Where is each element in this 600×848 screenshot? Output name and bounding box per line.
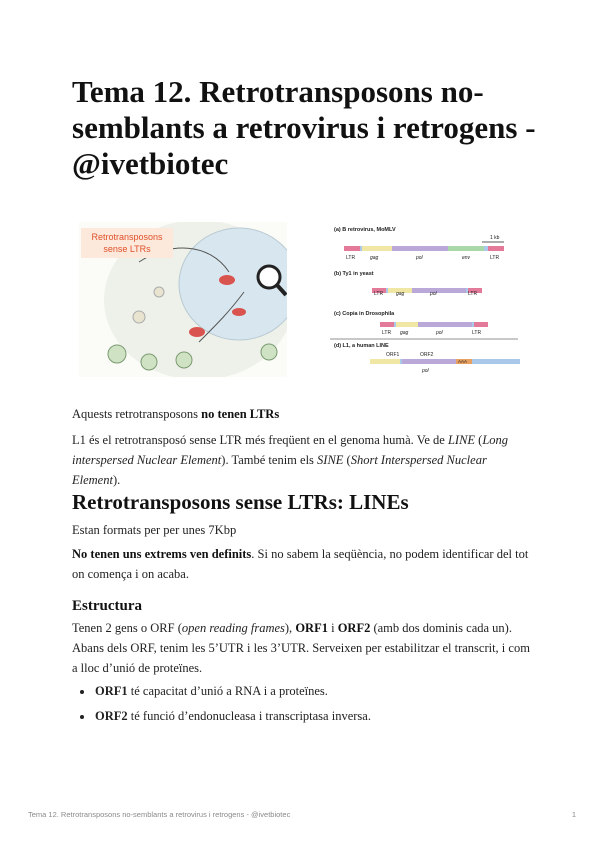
p2-line: LINE xyxy=(447,433,476,447)
intro-bold: no tenen LTRs xyxy=(201,407,280,421)
d-aaa-label: AAA xyxy=(458,359,468,364)
bullet-icon xyxy=(80,690,84,694)
panel-a-title: (a) B retrovirus, MoMLV xyxy=(334,227,396,233)
d-orf2-label: ORF2 xyxy=(420,352,434,358)
p2-text-a: L1 és el retrotransposó sense LTR més freqüent en el genoma humà. Ve de xyxy=(72,433,448,447)
subheading-estructura: Estructura xyxy=(72,598,142,614)
est-orf1: ORF1 xyxy=(295,621,328,635)
footer-text: Tema 12. Retrotransposons no-semblants a retrovirus i retrogens - @ivetbiotec xyxy=(28,810,291,819)
figure-box-label-2: sense LTRs xyxy=(103,244,151,254)
est-d: (amb dos dominis cada un). Abans dels ORF, tenim les 5’UTR i les 3’UTR. Serveixen per estabilitzar el transcrit, i com a lloc d’unió de proteïnes. xyxy=(72,621,530,675)
bullet-1-text: té capacitat d’unió a RNA i a proteïnes. xyxy=(127,684,328,698)
panel-c-title: (c) Copia in Drosophila xyxy=(334,311,395,317)
b-label-3: pol xyxy=(430,291,437,297)
section-paragraph-1: Estan formats per per unes 7Kbp xyxy=(72,523,237,537)
intro-paragraph xyxy=(72,430,532,490)
b-label-2: gag xyxy=(396,291,405,297)
bullet-icon xyxy=(80,715,84,719)
c-label-1: LTR xyxy=(382,330,392,336)
d-pol-label: pol xyxy=(422,368,429,374)
est-orf-it: open reading frames xyxy=(181,621,285,635)
c-label-4: LTR xyxy=(472,330,482,336)
c-label-2: gag xyxy=(400,330,409,336)
section-paragraph-2 xyxy=(72,544,532,584)
p2-short: Short Interspersed Nuclear Element xyxy=(72,453,487,487)
a-label-2: gag xyxy=(370,255,379,261)
scale-label: 1 kb xyxy=(490,235,500,241)
p2-text-d: ( xyxy=(343,453,351,467)
intro-line xyxy=(72,404,279,424)
page-number: 1 xyxy=(571,810,576,819)
section-p2-rest: . Si no sabem la seqüència, no podem identificar del tot on comença i on acaba. xyxy=(72,547,529,581)
a-label-1: LTR xyxy=(346,255,356,261)
p2-text-e: ). xyxy=(112,473,121,487)
a-label-4: env xyxy=(462,255,471,261)
page-title: Tema 12. Retrotransposons no-semblants a retrovirus i retrogens - @ivetbiotec xyxy=(72,74,536,181)
bullet-2-text: té funció d’endonucleasa i transcriptasa inversa. xyxy=(127,709,371,723)
c-label-3: pol xyxy=(436,330,443,336)
est-a: Tenen 2 gens o ORF ( xyxy=(72,621,182,635)
list-item xyxy=(80,681,328,701)
est-b: ), xyxy=(284,621,296,635)
p2-sine: SINE xyxy=(317,453,344,467)
section-heading: Retrotransposons sense LTRs: LINEs xyxy=(72,490,409,514)
p2-long: Long interspersed Nuclear Element xyxy=(72,433,509,467)
estructura-paragraph xyxy=(72,618,532,678)
panel-b-title: (b) Ty1 in yeast xyxy=(334,271,374,277)
list-item xyxy=(80,706,371,726)
a-label-5: LTR xyxy=(490,255,500,261)
p2-text-c: ). També tenim els xyxy=(221,453,318,467)
a-label-3: pol xyxy=(416,255,423,261)
est-orf2: ORF2 xyxy=(337,621,371,635)
d-orf1-label: ORF1 xyxy=(386,352,400,358)
figure-box-label-1: Retrotransposons xyxy=(91,232,163,242)
retrotransposon-cell-figure xyxy=(79,222,287,377)
b-label-1: LTR xyxy=(374,291,384,297)
retroelement-structure-diagram xyxy=(322,222,522,375)
p2-text-b: ( xyxy=(475,433,483,447)
bullet-1-bold: ORF1 xyxy=(95,684,128,698)
bullet-2-bold: ORF2 xyxy=(95,709,128,723)
panel-d-title: (d) L1, a human LINE xyxy=(334,343,389,349)
b-label-4: LTR xyxy=(468,291,478,297)
section-p2-bold: No tenen uns extrems ven definits xyxy=(72,547,252,561)
est-c: i xyxy=(327,621,338,635)
page-footer xyxy=(28,810,576,819)
intro-text: Aquests retrotransposons xyxy=(72,407,202,421)
